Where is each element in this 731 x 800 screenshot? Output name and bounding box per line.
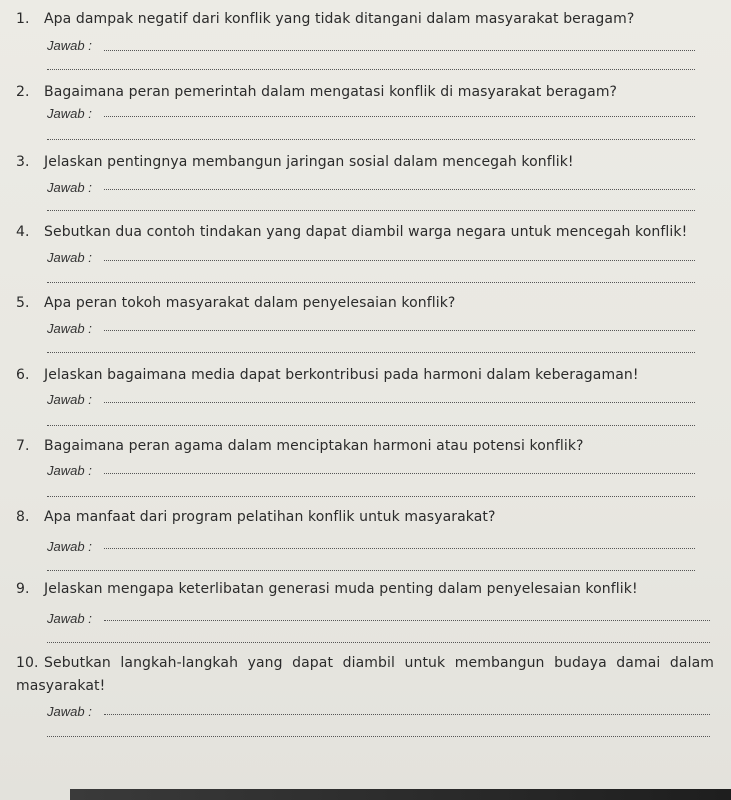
answer-line[interactable] — [47, 496, 695, 497]
question-text: Bagaimana peran agama dalam menciptakan harmoni atau potensi konflik? — [44, 438, 584, 454]
answer-line[interactable] — [47, 210, 695, 211]
answer-line[interactable] — [104, 50, 695, 51]
answer-line[interactable] — [104, 548, 695, 549]
question-text: Jelaskan mengapa keterlibatan generasi muda penting dalam penyelesaian konflik! — [44, 581, 638, 597]
answer-line[interactable] — [104, 714, 710, 715]
question-6 — [0, 366, 731, 436]
question-5 — [0, 294, 731, 364]
answer-line[interactable] — [47, 570, 695, 571]
answer-label: Jawab : — [47, 250, 92, 265]
question-9 — [0, 580, 731, 650]
question-number: 6. — [16, 367, 30, 383]
answer-line[interactable] — [104, 620, 710, 621]
answer-label: Jawab : — [47, 463, 92, 478]
answer-label: Jawab : — [47, 180, 92, 195]
answer-line[interactable] — [47, 139, 695, 140]
question-4 — [0, 223, 731, 293]
answer-line[interactable] — [47, 352, 695, 353]
question-text: Jelaskan pentingnya membangun jaringan sosial dalam mencegah konflik! — [44, 154, 574, 170]
question-number: 1. — [16, 11, 30, 27]
question-number: 4. — [16, 224, 30, 240]
answer-line[interactable] — [47, 282, 695, 283]
question-7 — [0, 437, 731, 507]
question-text: Apa manfaat dari program pelatihan konflik untuk masyarakat? — [44, 509, 496, 525]
question-number: 9. — [16, 581, 30, 597]
question-text: Apa dampak negatif dari konflik yang tidak ditangani dalam masyarakat beragam? — [44, 11, 635, 27]
question-3 — [0, 153, 731, 223]
answer-label: Jawab : — [47, 704, 92, 719]
answer-label: Jawab : — [47, 106, 92, 121]
question-8 — [0, 508, 731, 578]
question-2 — [0, 83, 731, 153]
answer-line[interactable] — [104, 260, 695, 261]
question-number: 7. — [16, 438, 30, 454]
question-number: 3. — [16, 154, 30, 170]
answer-label: Jawab : — [47, 321, 92, 336]
answer-label: Jawab : — [47, 38, 92, 53]
answer-label: Jawab : — [47, 539, 92, 554]
question-text: Jelaskan bagaimana media dapat berkontribusi pada harmoni dalam keberagaman! — [44, 367, 639, 383]
question-10 — [0, 652, 731, 742]
answer-line[interactable] — [104, 330, 695, 331]
answer-line[interactable] — [104, 116, 695, 117]
question-1 — [0, 10, 731, 80]
answer-line[interactable] — [104, 473, 695, 474]
answer-line[interactable] — [47, 425, 695, 426]
question-number: 10. — [16, 655, 39, 671]
answer-line[interactable] — [104, 189, 695, 190]
answer-label: Jawab : — [47, 611, 92, 626]
answer-line[interactable] — [47, 69, 695, 70]
answer-line[interactable] — [47, 736, 710, 737]
answer-label: Jawab : — [47, 392, 92, 407]
answer-line[interactable] — [104, 402, 695, 403]
footer-bar — [70, 789, 731, 800]
question-text: Sebutkan dua contoh tindakan yang dapat diambil warga negara untuk mencegah konflik! — [44, 224, 688, 240]
question-number: 2. — [16, 84, 30, 100]
question-text: Bagaimana peran pemerintah dalam mengatasi konflik di masyarakat beragam? — [44, 84, 618, 100]
question-number: 8. — [16, 509, 30, 525]
question-text: Apa peran tokoh masyarakat dalam penyelesaian konflik? — [44, 295, 456, 311]
question-number: 5. — [16, 295, 30, 311]
question-text: Sebutkan langkah-langkah yang dapat diambil untuk membangun budaya damai dalam masyarakat! — [16, 655, 714, 694]
answer-line[interactable] — [47, 642, 710, 643]
